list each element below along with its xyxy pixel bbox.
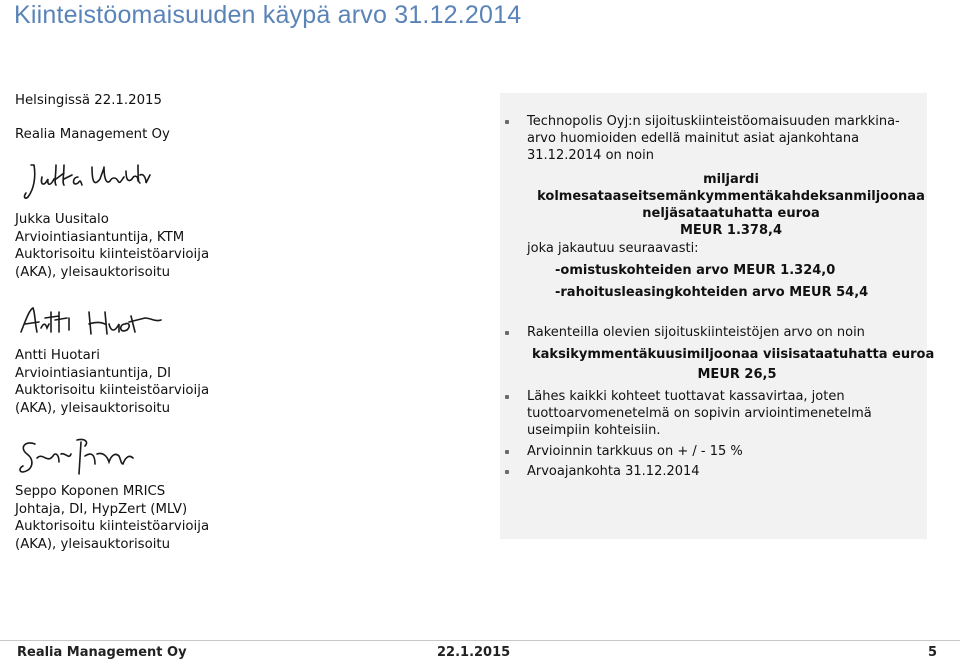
value-meur: MEUR 1.378,4 xyxy=(679,223,782,238)
signatory-3-title-1: Johtaja, DI, HypZert (MLV) xyxy=(15,501,188,517)
split-item-leasing: -rahoitusleasingkohteiden arvo MEUR 54,4 xyxy=(555,285,869,300)
signatory-1-title-1: Arviointiasiantuntija, KTM xyxy=(15,229,185,245)
construction-line: Rakenteilla olevien sijoituskiinteistöjen arvo on noin xyxy=(527,325,865,340)
signatory-2 xyxy=(15,347,209,417)
signatory-2-name: Antti Huotari xyxy=(15,348,100,363)
value-words-1: miljardi xyxy=(703,172,759,187)
signatory-3-title-3: (AKA), yleisauktorisoitu xyxy=(15,536,171,552)
value-words-2: kolmesataaseitsemänkymmentäkahdeksanmiljoonaa xyxy=(537,189,925,204)
signatory-3-name: Seppo Koponen MRICS xyxy=(15,484,166,499)
intro-line-1: Technopolis Oyj:n sijoituskiinteistöomaisuuden markkina- xyxy=(527,114,900,129)
intro-line-2: arvo huomioiden edellä mainitut asiat ajankohtana xyxy=(527,131,860,146)
signature-jukka-uusitalo xyxy=(20,155,160,203)
company-name: Realia Management Oy xyxy=(15,127,170,142)
page-title: Kiinteistöomaisuuden käypä arvo 31.12.2014 xyxy=(14,1,522,29)
signature-antti-huotari xyxy=(15,302,165,342)
signatory-2-title-3: (AKA), yleisauktorisoitu xyxy=(15,400,171,416)
footer-company: Realia Management Oy xyxy=(17,645,187,660)
cashflow-line-2: tuottoarvomenetelmä on sopivin arviointimenetelmä xyxy=(527,406,872,421)
footer-date: 22.1.2015 xyxy=(437,645,511,660)
signatory-2-title-1: Arviointiasiantuntija, DI xyxy=(15,365,172,381)
split-label: joka jakautuu seuraavasti: xyxy=(527,241,699,256)
bullet-5 xyxy=(505,470,509,474)
signatory-1 xyxy=(15,211,209,281)
signatory-3 xyxy=(15,483,209,553)
footer-page-number: 5 xyxy=(928,645,938,660)
construction-meur: MEUR 26,5 xyxy=(697,367,777,382)
accuracy-text: Arvioinnin tarkkuus on + / - 15 % xyxy=(527,444,743,459)
signatory-2-title-2: Auktorisoitu kiinteistöarvioija xyxy=(15,383,210,398)
split-item-owned: -omistuskohteiden arvo MEUR 1.324,0 xyxy=(555,263,836,278)
cashflow-text xyxy=(527,388,872,439)
signature-seppo-koponen xyxy=(15,434,135,480)
construction-words: kaksikymmentäkuusimiljoonaa viisisataatuhatta euroa xyxy=(532,347,935,362)
bullet-2 xyxy=(505,331,509,335)
signatory-1-name: Jukka Uusitalo xyxy=(15,212,109,227)
cashflow-line-3: useimpiin kohteisiin. xyxy=(527,423,661,438)
bullet-4 xyxy=(505,450,509,454)
intro-line-3: 31.12.2014 on noin xyxy=(527,148,654,163)
signatory-3-title-2: Auktorisoitu kiinteistöarvioija xyxy=(15,519,210,534)
signatory-1-title-3: (AKA), yleisauktorisoitu xyxy=(15,264,171,280)
intro-text xyxy=(527,113,900,164)
signatory-1-title-2: Auktorisoitu kiinteistöarvioija xyxy=(15,247,210,262)
bullet-1 xyxy=(505,120,509,124)
place-date: Helsingissä 22.1.2015 xyxy=(15,93,162,108)
footer-divider xyxy=(0,640,960,641)
cashflow-line-1: Lähes kaikki kohteet tuottavat kassavirtaa, joten xyxy=(527,389,845,404)
valuation-date-text: Arvoajankohta 31.12.2014 xyxy=(527,464,700,479)
value-words-3: neljäsataatuhatta euroa xyxy=(642,206,820,221)
title-bar xyxy=(0,0,960,32)
bullet-3 xyxy=(505,395,509,399)
value-in-words xyxy=(527,171,935,239)
